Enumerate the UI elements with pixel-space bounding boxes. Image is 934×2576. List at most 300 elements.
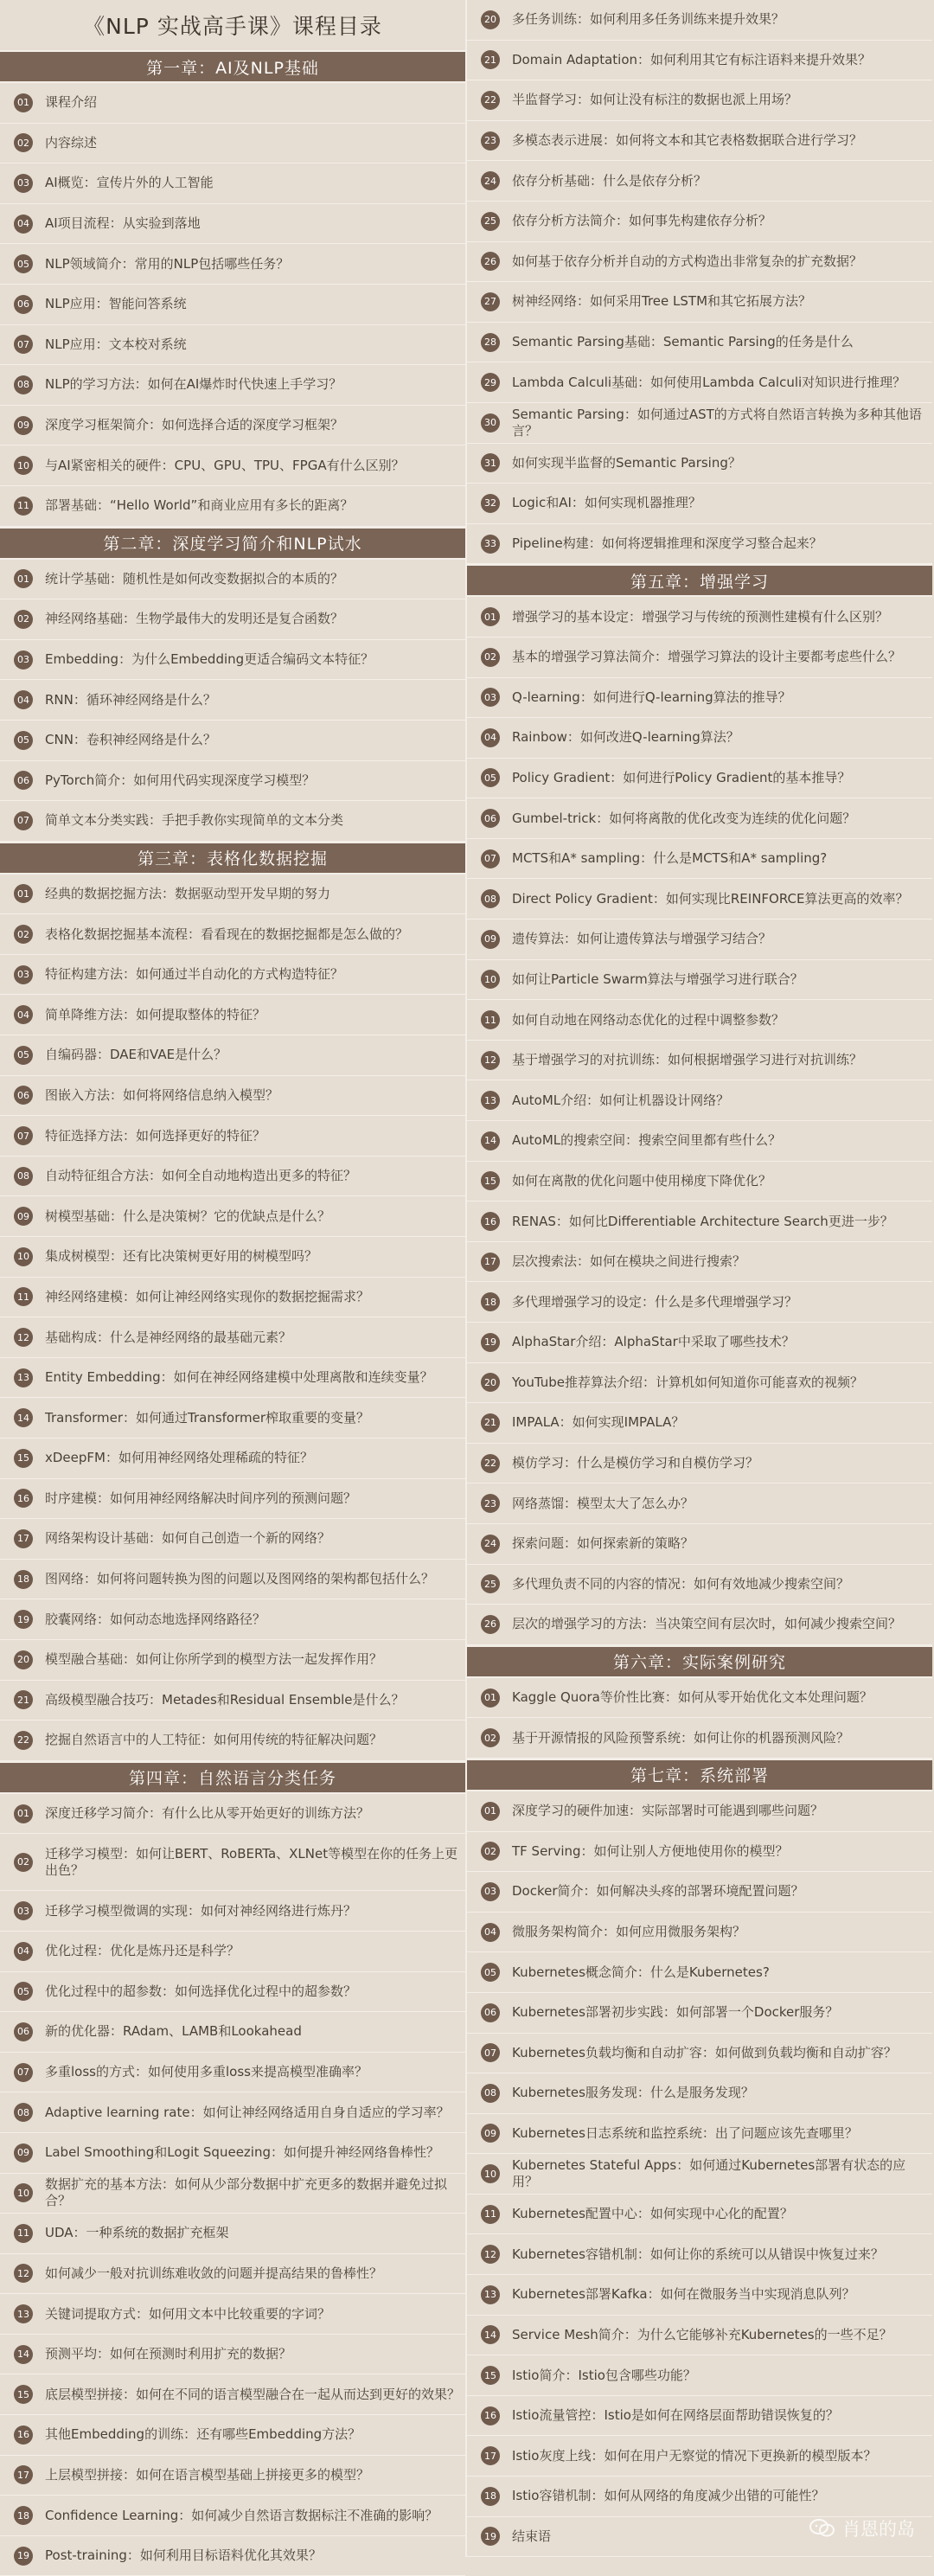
chapter-header: 第三章：表格化数据挖掘 xyxy=(0,842,465,875)
lesson-item xyxy=(0,2335,465,2375)
lesson-item xyxy=(467,2234,932,2275)
lesson-number-badge: 11 xyxy=(481,2205,500,2224)
lesson-number-badge: 18 xyxy=(481,1292,500,1311)
lesson-title: YouTube推荐算法介绍：计算机如何知道你可能喜欢的视频？ xyxy=(512,1374,863,1390)
lesson-item xyxy=(467,1162,932,1202)
lesson-item xyxy=(467,242,932,283)
lesson-item xyxy=(467,597,932,638)
lesson-item xyxy=(467,1872,932,1913)
lesson-title: xDeepFM：如何用神经网络处理稀疏的特征？ xyxy=(45,1450,313,1466)
lesson-title: 模仿学习：什么是模仿学习和自模仿学习？ xyxy=(512,1455,759,1471)
chapter-header: 第二章：深度学习简介和NLP试水 xyxy=(0,527,465,560)
lesson-title: AutoML介绍：如何让机器设计网络？ xyxy=(512,1092,730,1108)
lesson-title: 经典的数据挖掘方法：数据驱动型开发早期的努力 xyxy=(45,885,331,901)
lesson-number-badge: 03 xyxy=(14,650,33,670)
lesson-number-badge: 13 xyxy=(481,2285,500,2304)
lesson-number-badge: 11 xyxy=(14,1287,33,1306)
lesson-title: 层次的增强学习的方法：当决策空间有层次时，如何减少搜索空间？ xyxy=(512,1616,902,1632)
lesson-item xyxy=(0,640,465,681)
lesson-item xyxy=(0,1317,465,1358)
lesson-item xyxy=(0,204,465,245)
lesson-item xyxy=(467,2154,932,2195)
lesson-item xyxy=(467,2355,932,2396)
lesson-item xyxy=(467,161,932,202)
lesson-title: Docker简介：如何解决头疼的部署环境配置问题？ xyxy=(512,1883,804,1900)
lesson-number-badge: 01 xyxy=(481,1688,500,1708)
lesson-title: 内容综述 xyxy=(45,134,98,151)
lesson-number-badge: 09 xyxy=(481,2124,500,2143)
lesson-number-badge: 19 xyxy=(481,1333,500,1352)
lesson-item xyxy=(0,2415,465,2456)
lesson-title: 增强学习的基本设定：增强学习与传统的预测性建模有什么区别？ xyxy=(512,608,889,625)
lesson-title: Post-training：如何利用目标语料优化其效果？ xyxy=(45,2547,322,2564)
lesson-title: 如何自动地在网络动态优化的过程中调整参数？ xyxy=(512,1011,785,1028)
lesson-item xyxy=(0,1721,465,1761)
left-column xyxy=(0,50,465,2576)
lesson-title: 结束语 xyxy=(512,2528,552,2544)
lesson-title: Kubernetes服务发现：什么是服务发现？ xyxy=(512,2085,754,2101)
lesson-title: 树模型基础：什么是决策树？它的优缺点是什么？ xyxy=(45,1208,331,1224)
lesson-number-badge: 17 xyxy=(481,2446,500,2465)
lesson-title: Transformer：如何通过Transformer榨取重要的变量？ xyxy=(45,1409,370,1426)
lesson-title: Istio流量管控：Istio是如何在网络层面帮助错误恢复的？ xyxy=(512,2407,839,2424)
lesson-item xyxy=(467,0,932,41)
lesson-item xyxy=(0,2174,465,2214)
lesson-number-badge: 10 xyxy=(14,2183,33,2202)
lesson-number-badge: 13 xyxy=(14,2304,33,2323)
lesson-number-badge: 02 xyxy=(14,610,33,629)
lesson-number-badge: 09 xyxy=(14,2143,33,2163)
lesson-number-badge: 07 xyxy=(14,335,33,354)
lesson-number-badge: 03 xyxy=(14,1901,33,1920)
lesson-title: RNN：循环神经网络是什么？ xyxy=(45,691,216,708)
lesson-number-badge: 01 xyxy=(481,607,500,626)
lesson-number-badge: 12 xyxy=(481,1051,500,1070)
lesson-item xyxy=(0,2053,465,2093)
lesson-item xyxy=(467,1718,932,1759)
lesson-number-badge: 14 xyxy=(14,1408,33,1427)
lesson-title: Label Smoothing和Logit Squeezing：如何提升神经网络鲁棒性？ xyxy=(45,2144,439,2161)
lesson-title: Gumbel-trick：如何将离散的优化改变为连续的优化问题？ xyxy=(512,810,856,826)
lesson-number-badge: 22 xyxy=(14,1731,33,1750)
lesson-number-badge: 01 xyxy=(14,884,33,903)
lesson-title: 其他Embedding的训练：还有哪些Embedding方法？ xyxy=(45,2426,361,2443)
lesson-item xyxy=(467,960,932,1001)
lesson-number-badge: 25 xyxy=(481,212,500,231)
lesson-number-badge: 11 xyxy=(14,2224,33,2243)
lesson-title: 树神经网络：如何采用Tree LSTM和其它拓展方法？ xyxy=(512,293,812,310)
lesson-title: Kubernetes配置中心：如何实现中心化的配置？ xyxy=(512,2206,793,2222)
lesson-item xyxy=(0,2092,465,2133)
lesson-item xyxy=(0,1237,465,1278)
lesson-item xyxy=(467,1565,932,1605)
lesson-title: 集成树模型：还有比决策树更好用的树模型吗？ xyxy=(45,1248,318,1265)
lesson-title: 网络架构设计基础：如何自己创造一个新的网络？ xyxy=(45,1530,331,1547)
lesson-number-badge: 04 xyxy=(14,690,33,709)
lesson-number-badge: 15 xyxy=(14,2385,33,2404)
lesson-number-badge: 04 xyxy=(14,1942,33,1961)
lesson-title: Kaggle Quora等价性比赛：如何从零开始优化文本处理问题？ xyxy=(512,1689,873,1706)
lesson-title: 如何在离散的优化问题中使用梯度下降优化？ xyxy=(512,1172,772,1189)
lesson-item xyxy=(0,1035,465,1076)
lesson-item xyxy=(467,759,932,799)
lesson-item xyxy=(0,1972,465,2013)
lesson-item xyxy=(467,121,932,162)
lesson-item xyxy=(467,524,932,565)
lesson-number-badge: 06 xyxy=(14,295,33,314)
chapter-header: 第四章：自然语言分类任务 xyxy=(0,1761,465,1794)
lesson-number-badge: 08 xyxy=(481,889,500,908)
lesson-number-badge: 08 xyxy=(481,2084,500,2103)
lesson-number-badge: 03 xyxy=(14,174,33,193)
lesson-title: 上层模型拼接：如何在语言模型基础上拼接更多的模型？ xyxy=(45,2466,370,2483)
lesson-number-badge: 06 xyxy=(14,771,33,790)
lesson-title: Kubernetes部署Kafka：如何在微服务当中实现消息队列？ xyxy=(512,2286,855,2303)
lesson-title: 优化过程：优化是炼丹还是科学？ xyxy=(45,1943,240,1959)
lesson-title: NLP的学习方法：如何在AI爆炸时代快速上手学习？ xyxy=(45,376,342,393)
lesson-title: Semantic Parsing：如何通过AST的方式将自然语言转换为多种其他语言？ xyxy=(512,406,922,439)
chapter-header: 第六章：实际案例研究 xyxy=(467,1645,932,1678)
lesson-title: 基础构成：什么是神经网络的最基础元素？ xyxy=(45,1329,292,1345)
lesson-title: 胶囊网络：如何动态地选择网络路径？ xyxy=(45,1611,266,1627)
lesson-number-badge: 01 xyxy=(14,1804,33,1823)
lesson-title: 如何减少一般对抗训练难收敛的问题并提高结果的鲁棒性？ xyxy=(45,2265,383,2281)
lesson-item xyxy=(467,2034,932,2074)
lesson-number-badge: 01 xyxy=(481,1802,500,1821)
lesson-item xyxy=(467,1993,932,2034)
lesson-title: 基于开源情报的风险预警系统：如何让你的机器预测风险？ xyxy=(512,1729,850,1746)
lesson-item xyxy=(0,365,465,406)
lesson-number-badge: 18 xyxy=(14,1570,33,1589)
lesson-number-badge: 19 xyxy=(14,1610,33,1629)
lesson-title: 与AI紧密相关的硬件：CPU、GPU、TPU、FPGA有什么区别？ xyxy=(45,457,405,473)
lesson-number-badge: 22 xyxy=(481,1454,500,1473)
lesson-item xyxy=(0,163,465,204)
lesson-number-badge: 16 xyxy=(14,2425,33,2445)
lesson-item xyxy=(0,2456,465,2496)
lesson-item xyxy=(467,2396,932,2437)
lesson-number-badge: 04 xyxy=(14,1005,33,1024)
lesson-number-badge: 06 xyxy=(14,1086,33,1105)
lesson-title: 自动特征组合方法：如何全自动地构造出更多的特征？ xyxy=(45,1168,357,1184)
lesson-item xyxy=(467,1605,932,1645)
lesson-title: 迁移学习模型：如何让BERT、RoBERTa、XLNet等模型在你的任务上更出色？ xyxy=(45,1845,458,1878)
lesson-number-badge: 12 xyxy=(481,2245,500,2264)
lesson-title: 底层模型拼接：如何在不同的语言模型融合在一起从而达到更好的效果？ xyxy=(45,2386,461,2402)
lesson-item xyxy=(467,41,932,81)
lesson-item xyxy=(467,282,932,323)
lesson-number-badge: 19 xyxy=(481,2527,500,2546)
lesson-item xyxy=(0,2496,465,2536)
lesson-title: AlphaStar介绍：AlphaStar中采取了哪些技术？ xyxy=(512,1334,795,1350)
lesson-title: 自编码器：DAE和VAE是什么？ xyxy=(45,1047,227,1063)
lesson-item xyxy=(0,914,465,955)
lesson-number-badge: 03 xyxy=(481,1882,500,1901)
lesson-title: AutoML的搜索空间：搜索空间里都有些什么？ xyxy=(512,1132,782,1149)
lesson-item xyxy=(0,2214,465,2254)
lesson-title: 依存分析基础：什么是依存分析？ xyxy=(512,172,707,189)
lesson-number-badge: 20 xyxy=(14,1650,33,1669)
lesson-number-badge: 11 xyxy=(14,497,33,516)
lesson-item xyxy=(467,362,932,403)
lesson-number-badge: 12 xyxy=(14,1328,33,1347)
lesson-item xyxy=(0,2536,465,2576)
lesson-title: Adaptive learning rate：如何让神经网络适用自身自适应的学习率？ xyxy=(45,2104,450,2120)
lesson-item xyxy=(0,1794,465,1835)
lesson-number-badge: 16 xyxy=(481,1212,500,1231)
lesson-number-badge: 22 xyxy=(481,91,500,110)
lesson-title: 挖掘自然语言中的人工特征：如何用传统的特征解决问题？ xyxy=(45,1732,383,1748)
lesson-number-badge: 25 xyxy=(481,1574,500,1593)
lesson-title: Istio容错机制：如何从网络的角度减少出错的可能性？ xyxy=(512,2488,825,2504)
lesson-item xyxy=(467,323,932,363)
lesson-item xyxy=(0,83,465,124)
lesson-item xyxy=(0,995,465,1035)
lesson-number-badge: 26 xyxy=(481,252,500,271)
lesson-title: Kubernetes部署初步实践：如何部署一个Docker服务？ xyxy=(512,2004,839,2021)
lesson-title: Istio灰度上线：如何在用户无察觉的情况下更换新的模型版本？ xyxy=(512,2447,877,2464)
lesson-item xyxy=(0,1479,465,1520)
lesson-title: 特征选择方法：如何选择更好的特征？ xyxy=(45,1127,266,1144)
lesson-number-badge: 02 xyxy=(14,1853,33,1872)
lesson-item xyxy=(467,718,932,759)
lesson-number-badge: 26 xyxy=(481,1615,500,1634)
lesson-number-badge: 10 xyxy=(14,1247,33,1266)
lesson-item xyxy=(467,1791,932,1832)
lesson-item xyxy=(0,1519,465,1560)
lesson-title: 依存分析方法简介：如何事先构建依存分析？ xyxy=(512,213,772,229)
lesson-item xyxy=(467,1282,932,1323)
lesson-title: 简单文本分类实践：手把手教你实现简单的文本分类 xyxy=(45,812,344,829)
lesson-number-badge: 27 xyxy=(481,292,500,311)
lesson-item xyxy=(0,875,465,915)
lesson-number-badge: 10 xyxy=(481,2164,500,2183)
lesson-number-badge: 07 xyxy=(481,2043,500,2062)
lesson-item xyxy=(0,1278,465,1318)
lesson-number-badge: 15 xyxy=(481,2366,500,2385)
lesson-item xyxy=(467,2436,932,2477)
lesson-title: 多代理负责不同的内容的情况：如何有效地减少搜索空间？ xyxy=(512,1575,850,1592)
lesson-title: 模型融合基础：如何让你所学到的模型方法一起发挥作用？ xyxy=(45,1651,383,1668)
lesson-number-badge: 14 xyxy=(14,2345,33,2364)
lesson-item xyxy=(467,1483,932,1524)
lesson-title: Service Mesh简介：为什么它能够补充Kubernetes的一些不足？ xyxy=(512,2326,892,2342)
lesson-item xyxy=(467,444,932,484)
lesson-number-badge: 12 xyxy=(14,2264,33,2283)
lesson-item xyxy=(467,920,932,960)
lesson-item xyxy=(467,1832,932,1873)
lesson-number-badge: 28 xyxy=(481,333,500,352)
lesson-item xyxy=(0,599,465,640)
lesson-item xyxy=(0,955,465,996)
lesson-number-badge: 23 xyxy=(481,131,500,151)
lesson-title: 表格化数据挖掘基本流程：看看现在的数据挖掘都是怎么做的？ xyxy=(45,926,409,942)
lesson-item xyxy=(0,445,465,486)
lesson-item xyxy=(467,202,932,242)
lesson-title: Kubernetes容错机制：如何让你的系统可以从错误中恢复过来？ xyxy=(512,2246,884,2262)
lesson-item xyxy=(467,2114,932,2155)
lesson-title: 层次搜索法：如何在模块之间进行搜索？ xyxy=(512,1253,746,1270)
lesson-title: Kubernetes概念简介：什么是Kubernetes? xyxy=(512,1964,770,1980)
chapter-header: 第七章：系统部署 xyxy=(467,1759,932,1791)
lesson-number-badge: 21 xyxy=(481,1413,500,1432)
lesson-number-badge: 07 xyxy=(14,811,33,830)
lesson-title: 如何基于依存分析并自动的方式构造出非常复杂的扩充数据？ xyxy=(512,253,863,269)
lesson-title: 高级模型融合技巧：Metades和Residual Ensemble是什么？ xyxy=(45,1691,405,1708)
lesson-number-badge: 21 xyxy=(481,50,500,69)
lesson-item xyxy=(467,1363,932,1404)
lesson-title: TF Serving：如何让别人方便地使用你的模型？ xyxy=(512,1842,789,1859)
lesson-number-badge: 14 xyxy=(481,2325,500,2344)
lesson-title: Semantic Parsing基础：Semantic Parsing的任务是什么 xyxy=(512,334,854,350)
lesson-number-badge: 32 xyxy=(481,494,500,513)
watermark-text: 肖恩的岛 xyxy=(842,2519,915,2540)
lesson-number-badge: 07 xyxy=(14,1126,33,1145)
lesson-number-badge: 06 xyxy=(481,2003,500,2022)
lesson-item xyxy=(467,1524,932,1565)
lesson-item xyxy=(467,2275,932,2316)
lesson-title: Domain Adaptation：如何利用其它有标注语料来提升效果？ xyxy=(512,51,872,67)
lesson-number-badge: 17 xyxy=(481,1253,500,1272)
lesson-item xyxy=(467,1242,932,1283)
lesson-number-badge: 01 xyxy=(14,93,33,112)
lesson-item xyxy=(467,2073,932,2114)
lesson-item xyxy=(467,678,932,719)
lesson-title: Rainbow：如何改进Q-learning算法？ xyxy=(512,729,739,746)
lesson-number-badge: 09 xyxy=(481,930,500,949)
lesson-item xyxy=(0,1640,465,1681)
lesson-title: 探索问题：如何探索新的策略？ xyxy=(512,1535,694,1552)
lesson-title: UDA：一种系统的数据扩充框架 xyxy=(45,2225,229,2241)
lesson-item xyxy=(0,680,465,721)
lesson-number-badge: 05 xyxy=(14,254,33,273)
lesson-title: 如何让Particle Swarm算法与增强学习进行联合？ xyxy=(512,971,803,987)
lesson-title: 深度迁移学习简介：有什么比从零开始更好的训练方法？ xyxy=(45,1805,370,1822)
lesson-number-badge: 02 xyxy=(481,648,500,667)
lesson-title: Logic和AI：如何实现机器推理？ xyxy=(512,495,701,511)
lesson-item xyxy=(467,2195,932,2235)
lesson-title: Pipeline构建：如何将逻辑推理和深度学习整合起来？ xyxy=(512,535,822,552)
lesson-number-badge: 18 xyxy=(14,2506,33,2525)
lesson-item xyxy=(467,1080,932,1121)
lesson-item xyxy=(0,1157,465,1197)
lesson-title: Confidence Learning：如何减少自然语言数据标注不准确的影响？ xyxy=(45,2507,438,2523)
lesson-item xyxy=(467,2477,932,2517)
lesson-title: Kubernetes日志系统和监控系统：出了问题应该先查哪里？ xyxy=(512,2124,858,2141)
lesson-item xyxy=(467,1041,932,1081)
chapter-header: 第一章：AI及NLP基础 xyxy=(0,50,465,83)
lesson-number-badge: 23 xyxy=(481,1494,500,1513)
lesson-title: Istio简介：Istio包含哪些功能？ xyxy=(512,2367,696,2383)
lesson-number-badge: 31 xyxy=(481,453,500,472)
lesson-item xyxy=(0,801,465,842)
lesson-item xyxy=(0,1076,465,1117)
lesson-item xyxy=(467,839,932,880)
lesson-number-badge: 07 xyxy=(481,849,500,868)
lesson-number-badge: 14 xyxy=(481,1131,500,1150)
lesson-title: 半监督学习：如何让没有标注的数据也派上用场？ xyxy=(512,92,798,108)
lesson-title: Kubernetes负载均衡和自动扩容：如何做到负载均衡和自动扩容？ xyxy=(512,2044,897,2060)
lesson-number-badge: 30 xyxy=(481,413,500,433)
lesson-title: 深度学习的硬件加速：实际部署时可能遇到哪些问题？ xyxy=(512,1803,824,1819)
lesson-item xyxy=(467,1678,932,1719)
lesson-number-badge: 10 xyxy=(481,970,500,989)
lesson-number-badge: 04 xyxy=(481,728,500,747)
lesson-number-badge: 18 xyxy=(481,2487,500,2506)
lesson-title: Lambda Calculi基础：如何使用Lambda Calculi对知识进行推理？ xyxy=(512,374,906,390)
lesson-number-badge: 16 xyxy=(14,1489,33,1508)
lesson-item xyxy=(0,1891,465,1932)
lesson-item xyxy=(467,80,932,121)
lesson-item xyxy=(467,1323,932,1363)
lesson-item xyxy=(0,486,465,527)
lesson-item xyxy=(0,2374,465,2415)
wechat-icon xyxy=(809,2518,835,2539)
lesson-item xyxy=(0,124,465,164)
lesson-number-badge: 11 xyxy=(481,1010,500,1029)
lesson-title: 统计学基础：随机性是如何改变数据拟合的本质的？ xyxy=(45,570,344,586)
lesson-number-badge: 02 xyxy=(14,133,33,152)
lesson-item xyxy=(0,761,465,802)
lesson-item xyxy=(467,1201,932,1242)
lesson-title: 数据扩充的基本方法：如何从少部分数据中扩充更多的数据并避免过拟合？ xyxy=(45,2176,448,2209)
lesson-title: 基于增强学习的对抗训练：如何根据增强学习进行对抗训练？ xyxy=(512,1052,863,1068)
lesson-title: 部署基础：“Hello World”和商业应用有多长的距离？ xyxy=(45,497,354,514)
watermark xyxy=(809,2515,915,2541)
lesson-number-badge: 02 xyxy=(481,1842,500,1861)
lesson-item xyxy=(0,2133,465,2174)
lesson-title: 迁移学习模型微调的实现：如何对神经网络进行炼丹？ xyxy=(45,1902,357,1919)
lesson-item xyxy=(0,1196,465,1237)
lesson-title: AI项目流程：从实验到落地 xyxy=(45,215,201,232)
lesson-number-badge: 06 xyxy=(481,809,500,828)
lesson-number-badge: 07 xyxy=(14,2063,33,2082)
lesson-number-badge: 03 xyxy=(481,688,500,707)
lesson-item xyxy=(0,244,465,285)
lesson-number-badge: 01 xyxy=(14,569,33,588)
lesson-number-badge: 04 xyxy=(14,215,33,234)
lesson-title: 遗传算法：如何让遗传算法与增强学习结合？ xyxy=(512,931,772,947)
lesson-title: Embedding：为什么Embedding更适合编码文本特征？ xyxy=(45,651,374,668)
lesson-title: 神经网络基础：生物学最伟大的发明还是复合函数？ xyxy=(45,611,344,627)
lesson-number-badge: 05 xyxy=(14,1982,33,2001)
lesson-title: 关键词提取方式：如何用文本中比较重要的字词？ xyxy=(45,2305,331,2322)
lesson-number-badge: 15 xyxy=(14,1449,33,1468)
lesson-number-badge: 08 xyxy=(14,375,33,394)
lesson-title: 多代理增强学习的设定：什么是多代理增强学习？ xyxy=(512,1293,798,1310)
lesson-title: NLP应用：智能问答系统 xyxy=(45,296,187,312)
lesson-number-badge: 16 xyxy=(481,2406,500,2425)
lesson-title: CNN：卷积神经网络是什么？ xyxy=(45,732,216,748)
lesson-number-badge: 13 xyxy=(14,1368,33,1387)
lesson-item xyxy=(467,1913,932,1953)
lesson-number-badge: 29 xyxy=(481,373,500,392)
lesson-title: IMPALA：如何实现IMPALA？ xyxy=(512,1414,685,1431)
lesson-number-badge: 33 xyxy=(481,535,500,554)
lesson-item xyxy=(0,1398,465,1439)
chapter-header: 第五章：增强学习 xyxy=(467,564,932,597)
lesson-item xyxy=(0,560,465,600)
lesson-title: 新的优化器：RAdam、LAMB和Lookahead xyxy=(45,2023,302,2040)
lesson-number-badge: 20 xyxy=(481,1373,500,1392)
lesson-title: 图网络：如何将问题转换为图的问题以及图网络的架构都包括什么？ xyxy=(45,1571,435,1587)
lesson-item xyxy=(467,638,932,678)
lesson-number-badge: 05 xyxy=(14,731,33,750)
lesson-item xyxy=(0,2254,465,2295)
lesson-number-badge: 15 xyxy=(481,1171,500,1190)
lesson-number-badge: 03 xyxy=(14,965,33,984)
lesson-item xyxy=(0,1932,465,1972)
